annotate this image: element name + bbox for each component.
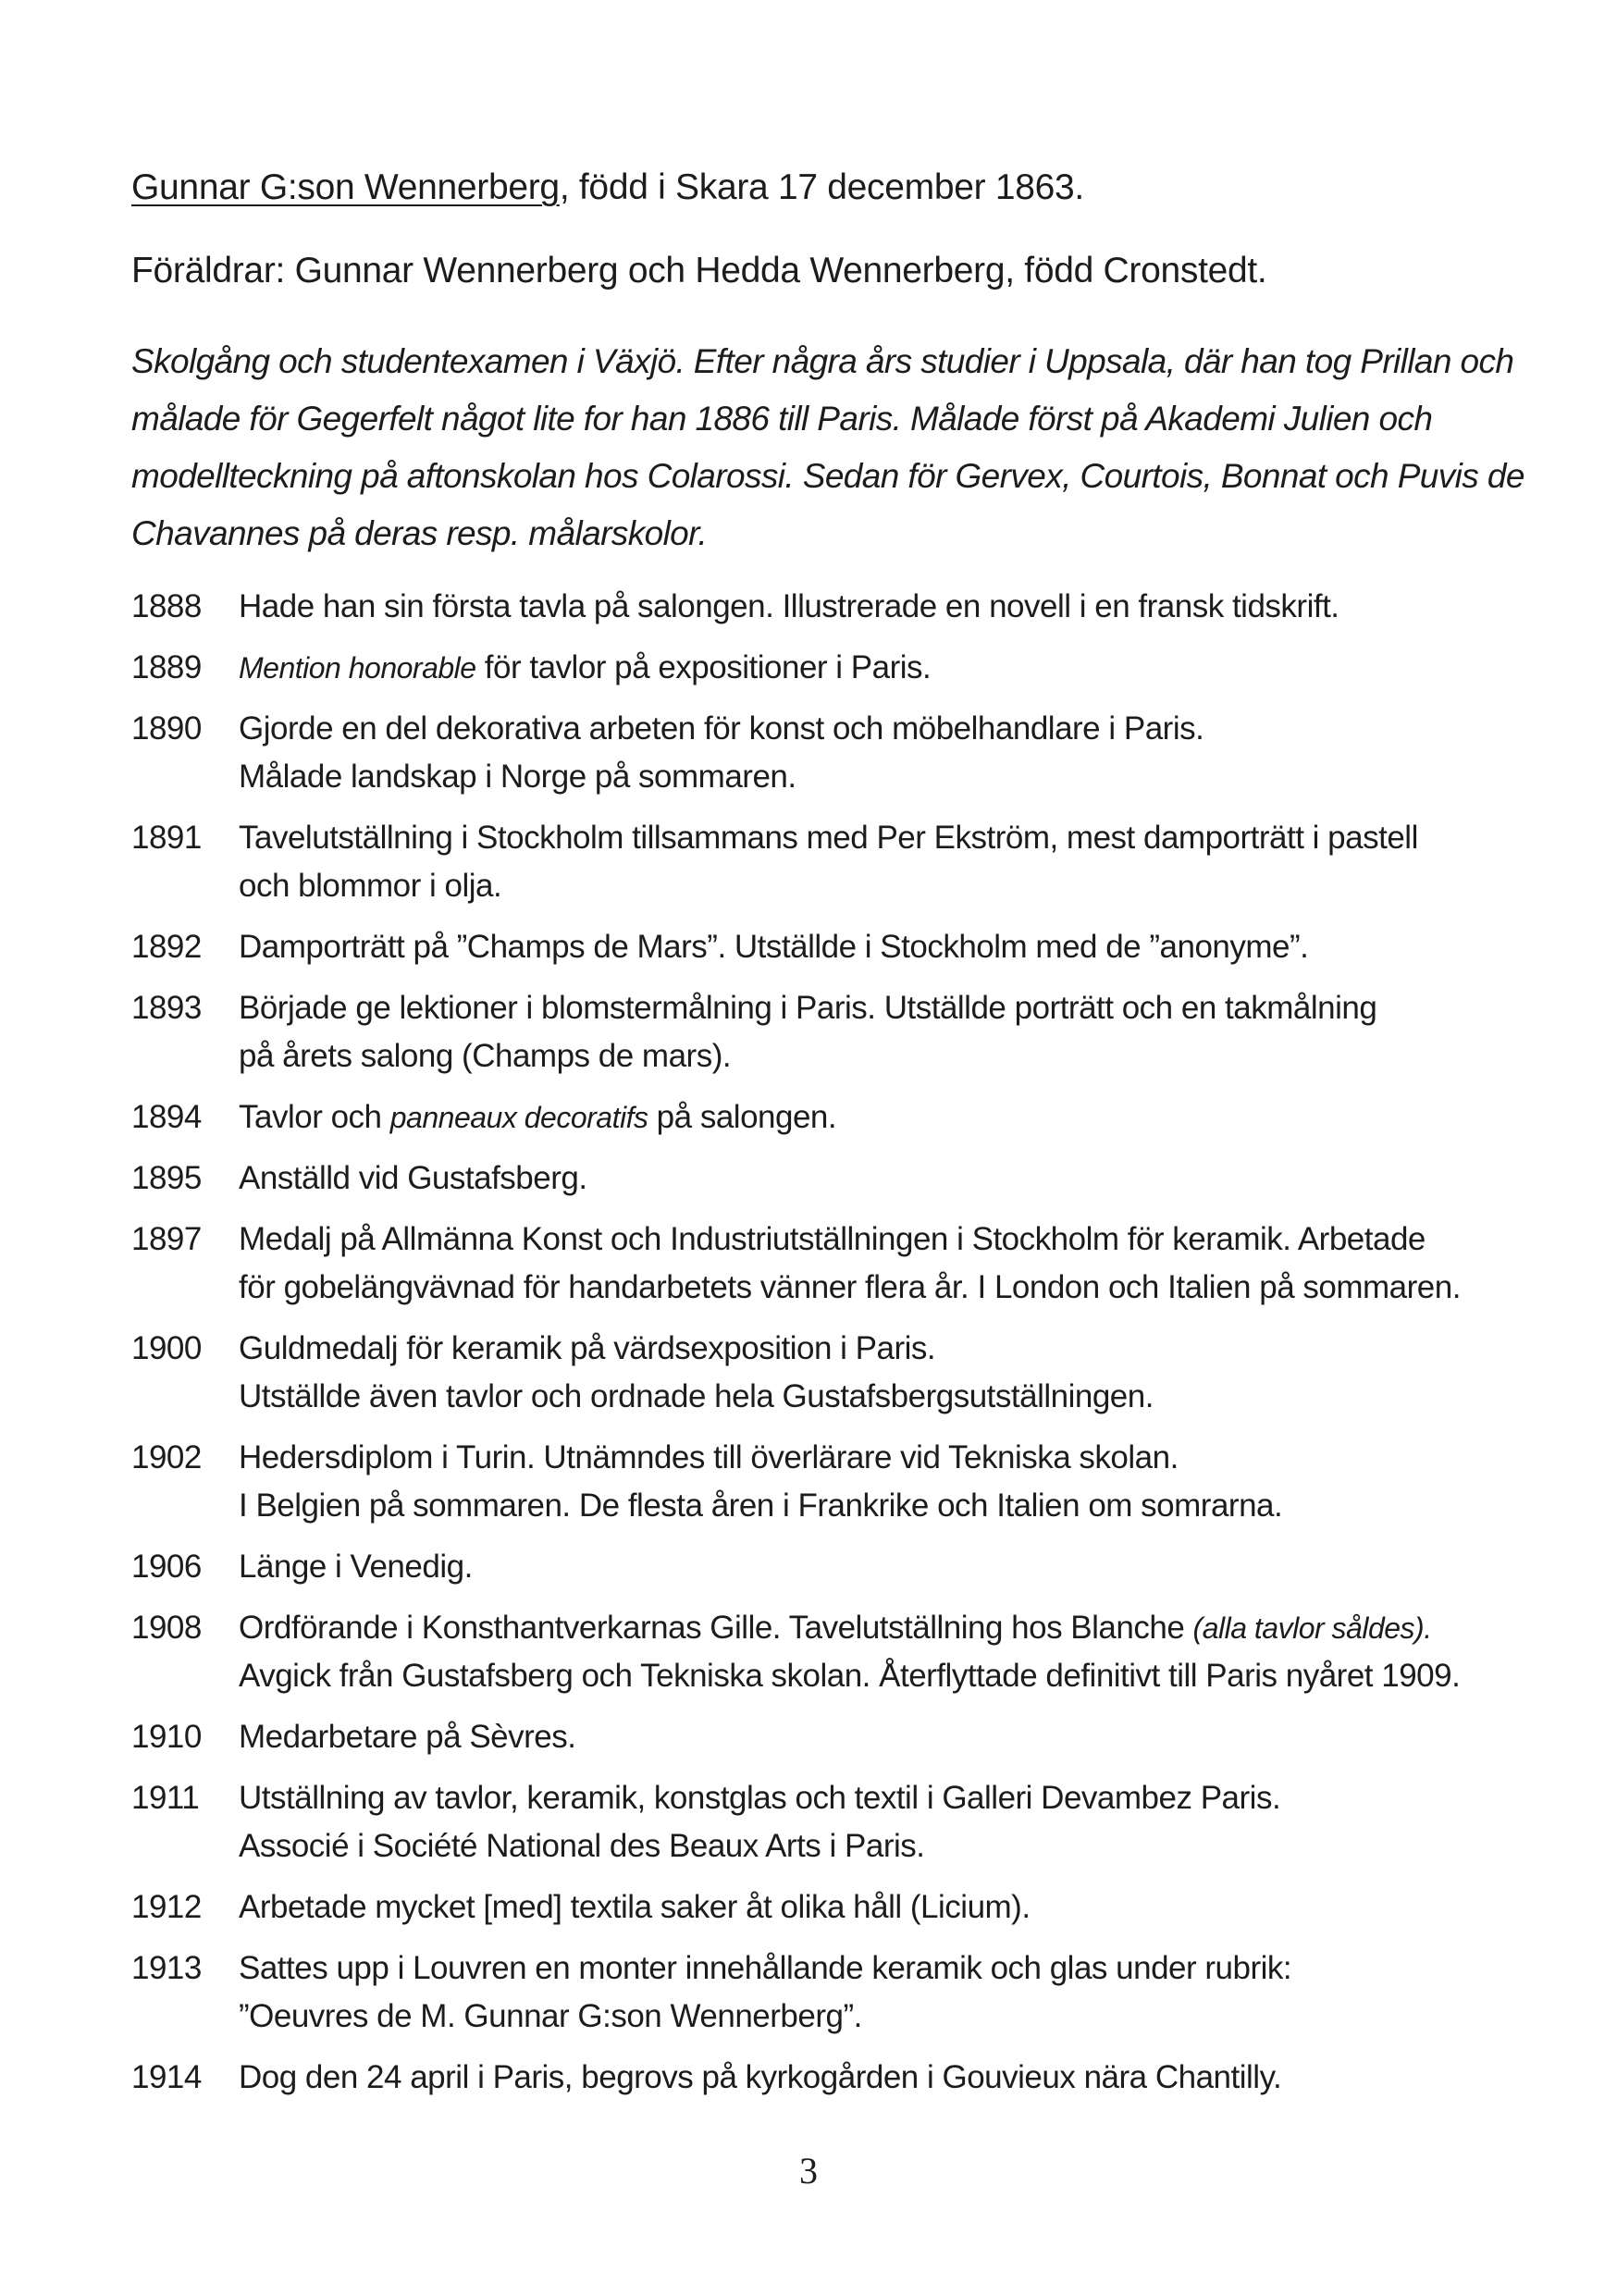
entry-line (239, 814, 1519, 862)
entry-italic-text: panneaux decoratifs (389, 1101, 648, 1134)
entry-year: 1902 (131, 1439, 202, 1475)
entry-text (239, 1713, 1519, 1761)
entry-line (239, 923, 1519, 971)
entry-text (239, 1325, 1519, 1421)
entry-text (239, 984, 1519, 1080)
entry-text-span: Gjorde en del dekorativa arbeten för konst och möbelhandlare i Paris. (239, 710, 1204, 747)
entry-text-span: för tavlor på expositioner i Paris. (475, 649, 932, 685)
entry-text-span: Länge i Venedig. (239, 1549, 473, 1585)
entry-line: Avgick från Gustafsberg och Tekniska skolan. Återflyttade definitivt till Paris nyåret 1909. (239, 1658, 1461, 1694)
entry-text-span: Medalj på Allmänna Konst och Industriutställningen i Stockholm för keramik. Arbetade (239, 1221, 1426, 1257)
chronology-entry (131, 1325, 1519, 1421)
entry-line: ”Oeuvres de M. Gunnar G:son Wennerberg”. (239, 1998, 862, 2034)
entry-italic-text: (alla tavlor såldes). (1192, 1611, 1432, 1645)
entry-text-span: Tavelutställning i Stockholm tillsammans med Per Ekström, mest damporträtt i pastell (239, 820, 1418, 856)
entry-year: 1891 (131, 820, 202, 856)
chronology-entry (131, 1604, 1519, 1700)
entry-year: 1913 (131, 1950, 202, 1986)
chronology-entry (131, 1944, 1519, 2041)
chronology-entry (131, 1883, 1519, 1932)
entry-text (239, 1434, 1519, 1530)
entry-text (239, 1944, 1519, 2041)
entry-line (239, 644, 1519, 692)
entry-text (239, 2054, 1519, 2102)
entry-year: 1889 (131, 649, 202, 685)
entry-line (239, 1604, 1519, 1652)
chronology-entry (131, 583, 1519, 631)
entry-year: 1893 (131, 990, 202, 1026)
entry-line: Associé i Société National des Beaux Arts i Paris. (239, 1828, 925, 1864)
entry-text (239, 583, 1519, 631)
entry-line (239, 984, 1519, 1032)
entry-line: Målade landskap i Norge på sommaren. (239, 759, 796, 795)
entry-line (239, 705, 1519, 753)
heading-line (131, 165, 1084, 211)
entry-year: 1890 (131, 710, 202, 747)
chronology-entry (131, 814, 1519, 910)
entry-text-span: Tavlor och (239, 1099, 390, 1135)
entry-text-span: Damporträtt på ”Champs de Mars”. Utställde i Stockholm med de ”anonyme”. (239, 929, 1309, 965)
entry-year: 1892 (131, 929, 202, 965)
entry-line (239, 1713, 1519, 1761)
page-number: 3 (799, 2150, 818, 2191)
entry-line (239, 583, 1519, 631)
entry-line (239, 1093, 1519, 1142)
entry-text (239, 644, 1519, 692)
paragraph-line: Skolgång och studentexamen i Växjö. Efter några års studier i Uppsala, där han tog Prillan och (131, 342, 1514, 380)
entry-text-span: Hedersdiplom i Turin. Utnämndes till överlärare vid Tekniska skolan. (239, 1439, 1179, 1475)
entry-line (239, 1883, 1519, 1932)
paragraph-line: Chavannes på deras resp. målarskolor. (131, 514, 708, 552)
chronology-entry (131, 1774, 1519, 1870)
entry-text (239, 705, 1519, 801)
entry-year: 1906 (131, 1549, 202, 1585)
entry-line: Utställde även tavlor och ordnade hela Gustafsbergsutställningen. (239, 1378, 1154, 1414)
entry-year: 1908 (131, 1610, 202, 1646)
chronology-entry (131, 1713, 1519, 1761)
entry-line: för gobelängvävnad för handarbetets vänner flera år. I London och Italien på sommaren. (239, 1269, 1461, 1305)
chronology-entry (131, 1216, 1519, 1312)
entry-italic-text: Mention honorable (239, 651, 476, 685)
entry-text-span: Ordförande i Konsthantverkarnas Gille. Tavelutställning hos Blanche (239, 1610, 1193, 1646)
entry-text-span: Utställning av tavlor, keramik, konstglas och textil i Galleri Devambez Paris. (239, 1780, 1281, 1816)
birth-info: , född i Skara 17 december 1863. (559, 167, 1084, 207)
entry-line (239, 1325, 1519, 1373)
entry-text-span: Medarbetare på Sèvres. (239, 1719, 576, 1755)
entry-year: 1897 (131, 1221, 202, 1257)
chronology-entry (131, 923, 1519, 971)
entry-year: 1894 (131, 1099, 202, 1135)
chronology-list (131, 583, 1519, 2115)
parents-line: Föräldrar: Gunnar Wennerberg och Hedda Wennerberg, född Cronstedt. (131, 251, 1267, 290)
entry-line: och blommor i olja. (239, 868, 502, 904)
entry-line (239, 2054, 1519, 2102)
entry-text-span: Guldmedalj för keramik på värdsexposition i Paris. (239, 1330, 936, 1366)
entry-text-span: på salongen. (648, 1099, 837, 1135)
entry-line (239, 1774, 1519, 1822)
entry-year: 1911 (131, 1780, 200, 1816)
entry-line (239, 1944, 1519, 1993)
entry-text (239, 923, 1519, 971)
entry-line (239, 1543, 1519, 1591)
chronology-entry (131, 1434, 1519, 1530)
entry-year: 1912 (131, 1889, 202, 1925)
entry-text-span: Började ge lektioner i blomstermålning i Paris. Utställde porträtt och en takmålning (239, 990, 1377, 1026)
entry-year: 1888 (131, 588, 202, 624)
entry-text (239, 1216, 1519, 1312)
entry-text-span: Anställd vid Gustafsberg. (239, 1160, 587, 1196)
chronology-entry (131, 705, 1519, 801)
paragraph-line: modellteckning på aftonskolan hos Colarossi. Sedan för Gervex, Courtois, Bonnat och Puvis de (131, 457, 1524, 495)
chronology-entry (131, 1154, 1519, 1203)
chronology-entry (131, 2054, 1519, 2102)
education-paragraph (131, 333, 1524, 562)
entry-year: 1900 (131, 1330, 202, 1366)
chronology-entry (131, 1093, 1519, 1142)
entry-text-span: Dog den 24 april i Paris, begrovs på kyrkogården i Gouvieux nära Chantilly. (239, 2059, 1282, 2095)
entry-line (239, 1154, 1519, 1203)
entry-text (239, 814, 1519, 910)
entry-text (239, 1883, 1519, 1932)
entry-text-span: Sattes upp i Louvren en monter innehållande keramik och glas under rubrik: (239, 1950, 1292, 1986)
chronology-entry (131, 1543, 1519, 1591)
entry-year: 1914 (131, 2059, 202, 2095)
entry-text (239, 1093, 1519, 1142)
entry-text-span: Arbetade mycket [med] textila saker åt olika håll (Licium). (239, 1889, 1031, 1925)
entry-text (239, 1604, 1519, 1700)
subject-name: Gunnar G:son Wennerberg (131, 167, 560, 207)
chronology-entry (131, 984, 1519, 1080)
entry-text (239, 1154, 1519, 1203)
entry-line: på årets salong (Champs de mars). (239, 1038, 732, 1074)
entry-line (239, 1216, 1519, 1264)
chronology-entry (131, 644, 1519, 692)
entry-text-span: Hade han sin första tavla på salongen. Illustrerade en novell i en fransk tidskrift. (239, 588, 1339, 624)
entry-year: 1910 (131, 1719, 202, 1755)
entry-year: 1895 (131, 1160, 202, 1196)
paragraph-line: målade för Gegerfelt något lite for han 1886 till Paris. Målade först på Akademi Julien och (131, 400, 1433, 438)
entry-text (239, 1543, 1519, 1591)
entry-text (239, 1774, 1519, 1870)
entry-line (239, 1434, 1519, 1482)
entry-line: I Belgien på sommaren. De flesta åren i Frankrike och Italien om somrarna. (239, 1487, 1283, 1524)
